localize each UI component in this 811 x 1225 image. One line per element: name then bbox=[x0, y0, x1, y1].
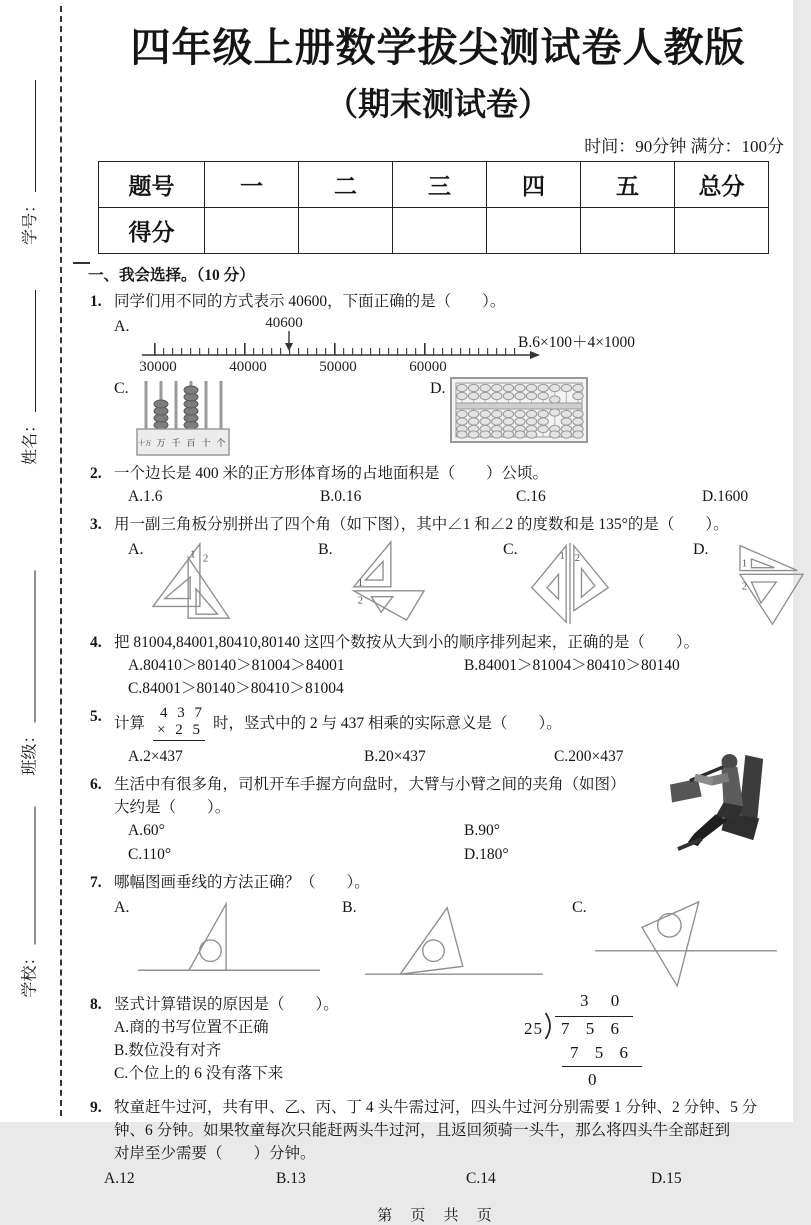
question-number: 4. bbox=[90, 634, 102, 651]
multiplier-row: × 2 5 bbox=[153, 722, 205, 741]
option-letter: B. bbox=[318, 541, 333, 558]
option-letter: A. bbox=[114, 899, 130, 916]
student-id-field bbox=[17, 75, 39, 245]
place-value-counter-figure bbox=[135, 377, 231, 457]
question-number: 9. bbox=[90, 1099, 102, 1116]
perpendicular-figure-c bbox=[589, 896, 784, 988]
long-division-figure bbox=[524, 989, 642, 1091]
option: B.0.16 bbox=[320, 488, 362, 505]
division-dividend: 7 5 6 bbox=[555, 1016, 633, 1040]
option-letter: C. bbox=[503, 541, 518, 558]
option: C.个位上的 6 没有落下来 bbox=[114, 1065, 284, 1082]
angle-label: 1 bbox=[559, 551, 565, 563]
angle-label: 2 bbox=[202, 552, 208, 565]
vertical-multiplication-figure bbox=[153, 705, 205, 741]
angle-label: 1 bbox=[741, 558, 747, 570]
option: B.13 bbox=[276, 1170, 306, 1187]
option-d-label: D. bbox=[430, 380, 446, 397]
question-number: 5. bbox=[90, 708, 102, 725]
question-text-after: 时，竖式中的 2 与 437 相乘的实际意义是（ ）。 bbox=[212, 714, 562, 732]
exam-meta: 时间：90分钟 满分：100分 bbox=[584, 137, 784, 156]
class-label: 班级： bbox=[21, 727, 38, 776]
paper-title: 四年级上册数学拔尖测试卷人教版 bbox=[130, 26, 746, 70]
setsquare-figure-b bbox=[335, 538, 435, 624]
score-table-column: 三 bbox=[393, 162, 487, 208]
option: B.84001＞81004＞80410＞80140 bbox=[464, 657, 680, 674]
school-blank-line bbox=[20, 806, 36, 944]
option-c-label: C. bbox=[114, 380, 129, 397]
question-2 bbox=[88, 462, 788, 508]
student-id-blank-line bbox=[20, 80, 36, 192]
score-cell bbox=[675, 208, 769, 254]
option: B.数位没有对齐 bbox=[114, 1042, 222, 1059]
counter-place-label: 十 bbox=[201, 438, 211, 448]
angle-label: 1 bbox=[357, 576, 363, 589]
score-table-column: 一 bbox=[205, 162, 299, 208]
angle-label: 1 bbox=[189, 548, 196, 561]
question-3 bbox=[88, 513, 788, 626]
score-table-column: 四 bbox=[487, 162, 581, 208]
numberline-pointer-label: 40600 bbox=[264, 315, 303, 331]
score-table bbox=[98, 161, 769, 254]
binding-dashed-line bbox=[60, 6, 62, 1116]
page-footer: 第 页 共 页 bbox=[377, 1207, 499, 1224]
numberline-tick-label: 50000 bbox=[318, 359, 357, 375]
question-8 bbox=[88, 993, 788, 1091]
option: B.20×437 bbox=[364, 748, 426, 765]
question-7 bbox=[88, 871, 788, 988]
option-letter: D. bbox=[693, 541, 709, 558]
score-table-column: 总分 bbox=[675, 162, 769, 208]
counter-place-label: 万 bbox=[156, 438, 166, 448]
question-1 bbox=[88, 290, 788, 457]
option: C.84001＞80140＞80410＞81004 bbox=[128, 680, 344, 697]
option: C.110° bbox=[128, 846, 172, 863]
question-text: 生活中有很多角，司机开车手握方向盘时，大臂与小臂之间的夹角（如图） bbox=[114, 776, 626, 793]
question-number: 7. bbox=[90, 874, 102, 891]
option: D.15 bbox=[651, 1170, 682, 1187]
option: A.80410＞80140＞81004＞84001 bbox=[128, 657, 345, 674]
question-text: 把 81004,84001,80410,80140 这四个数按从大到小的顺序排列起来，正确的是（ ）。 bbox=[114, 634, 700, 651]
numberline-tick-label: 60000 bbox=[408, 359, 447, 375]
angle-label: 2 bbox=[574, 552, 580, 564]
question-number: 6. bbox=[90, 776, 102, 793]
name-field bbox=[17, 285, 39, 465]
name-label: 姓名： bbox=[21, 416, 39, 465]
angle-label: 2 bbox=[357, 594, 363, 607]
option: A.商的书写位置不正确 bbox=[114, 1019, 269, 1036]
division-bracket bbox=[544, 1012, 555, 1040]
option: A.60° bbox=[128, 822, 165, 839]
school-field bbox=[17, 793, 39, 998]
numberline-tick-label: 40000 bbox=[228, 359, 267, 375]
paper-content bbox=[88, 0, 788, 1225]
counter-place-label: 十万 bbox=[138, 440, 152, 447]
setsquare-figure-c bbox=[520, 538, 620, 626]
section-title: 一、我会选择。（10 分） bbox=[88, 267, 255, 284]
option: A.1.6 bbox=[128, 488, 163, 505]
score-cell bbox=[487, 208, 581, 254]
question-number: 3. bbox=[90, 516, 102, 533]
question-text: 竖式计算错误的原因是（ ）。 bbox=[114, 996, 339, 1013]
option: D.1600 bbox=[702, 488, 749, 505]
perpendicular-figure-a bbox=[132, 896, 327, 982]
question-6 bbox=[88, 773, 788, 866]
student-id-label: 学号： bbox=[21, 196, 39, 245]
score-table-column: 五 bbox=[581, 162, 675, 208]
question-4 bbox=[88, 631, 788, 700]
question-text: 牧童赶牛过河，共有甲、乙、丙、丁 4 头牛需过河，四头牛过河分别需要 1 分钟、2 分钟、5 分 bbox=[114, 1099, 758, 1116]
option: A.12 bbox=[104, 1170, 135, 1187]
option-letter: C. bbox=[572, 899, 587, 916]
score-table-score-row bbox=[99, 208, 769, 254]
division-quotient: 3 0 bbox=[580, 991, 629, 1010]
division-remainder: 0 bbox=[588, 1070, 597, 1089]
question-text: 一个边长是 400 米的正方形体育场的占地面积是（ ）公顷。 bbox=[114, 465, 549, 482]
score-cell bbox=[205, 208, 299, 254]
multiplicand: 4 3 7 bbox=[159, 705, 205, 721]
score-table-header-row bbox=[99, 162, 769, 208]
score-cell bbox=[581, 208, 675, 254]
numberline-tick-label: 30000 bbox=[138, 359, 177, 375]
option: D.180° bbox=[464, 846, 509, 863]
option-letter: A. bbox=[128, 541, 144, 558]
option: A.2×437 bbox=[128, 748, 183, 765]
score-cell bbox=[299, 208, 393, 254]
score-cell bbox=[393, 208, 487, 254]
question-text-before: 计算 bbox=[114, 714, 146, 732]
division-divisor: 25 bbox=[524, 1019, 543, 1038]
question-number: 8. bbox=[90, 996, 102, 1013]
score-row-label: 得分 bbox=[99, 208, 205, 254]
option: C.14 bbox=[466, 1170, 496, 1187]
class-field bbox=[17, 561, 39, 776]
question-number: 2. bbox=[90, 465, 102, 482]
question-9 bbox=[88, 1096, 788, 1190]
question-text: 钟、6 分钟。如果牧童每次只能赶两头牛过河，且返回须骑一头牛，那么将四头牛全部赶到 bbox=[114, 1122, 731, 1139]
question-text: 哪幅图画垂线的方法正确？（ ）。 bbox=[114, 874, 370, 891]
question-text: 同学们用不同的方式表示 40600，下面正确的是（ ）。 bbox=[114, 293, 506, 310]
score-table-column: 二 bbox=[299, 162, 393, 208]
counter-place-label: 千 bbox=[171, 438, 181, 448]
school-label: 学校： bbox=[21, 949, 38, 998]
question-text: 用一副三角板分别拼出了四个角（如下图），其中∠1 和∠2 的度数和是 135°的是（ ）。 bbox=[114, 516, 729, 533]
setsquare-figure-a bbox=[146, 538, 246, 624]
angle-label: 2 bbox=[741, 581, 747, 593]
perpendicular-figure-b bbox=[359, 896, 549, 982]
option-letter: B. bbox=[342, 899, 357, 916]
setsquare-figure-d bbox=[711, 538, 811, 626]
counter-place-label: 百 bbox=[186, 438, 196, 448]
question-number: 1. bbox=[90, 293, 102, 310]
paper-subtitle: （期末测试卷） bbox=[325, 86, 550, 122]
numberline-figure bbox=[134, 315, 534, 375]
option-a-label: A. bbox=[114, 318, 130, 335]
abacus-figure bbox=[450, 377, 588, 443]
question-text: 大约是（ ）。 bbox=[114, 799, 231, 816]
option: C.200×437 bbox=[554, 748, 624, 765]
name-blank-line bbox=[20, 290, 36, 412]
option: C.16 bbox=[516, 488, 546, 505]
class-blank-line bbox=[20, 570, 36, 722]
division-product: 7 5 6 bbox=[562, 1040, 642, 1067]
question-text: 对岸至少需要（ ）分钟。 bbox=[114, 1145, 316, 1162]
option: B.90° bbox=[464, 822, 500, 839]
option-b: B.6×100＋4×1000 bbox=[518, 334, 635, 351]
driver-figure bbox=[668, 749, 782, 853]
counter-place-label: 个 bbox=[216, 438, 226, 448]
score-table-corner: 题号 bbox=[99, 162, 205, 208]
